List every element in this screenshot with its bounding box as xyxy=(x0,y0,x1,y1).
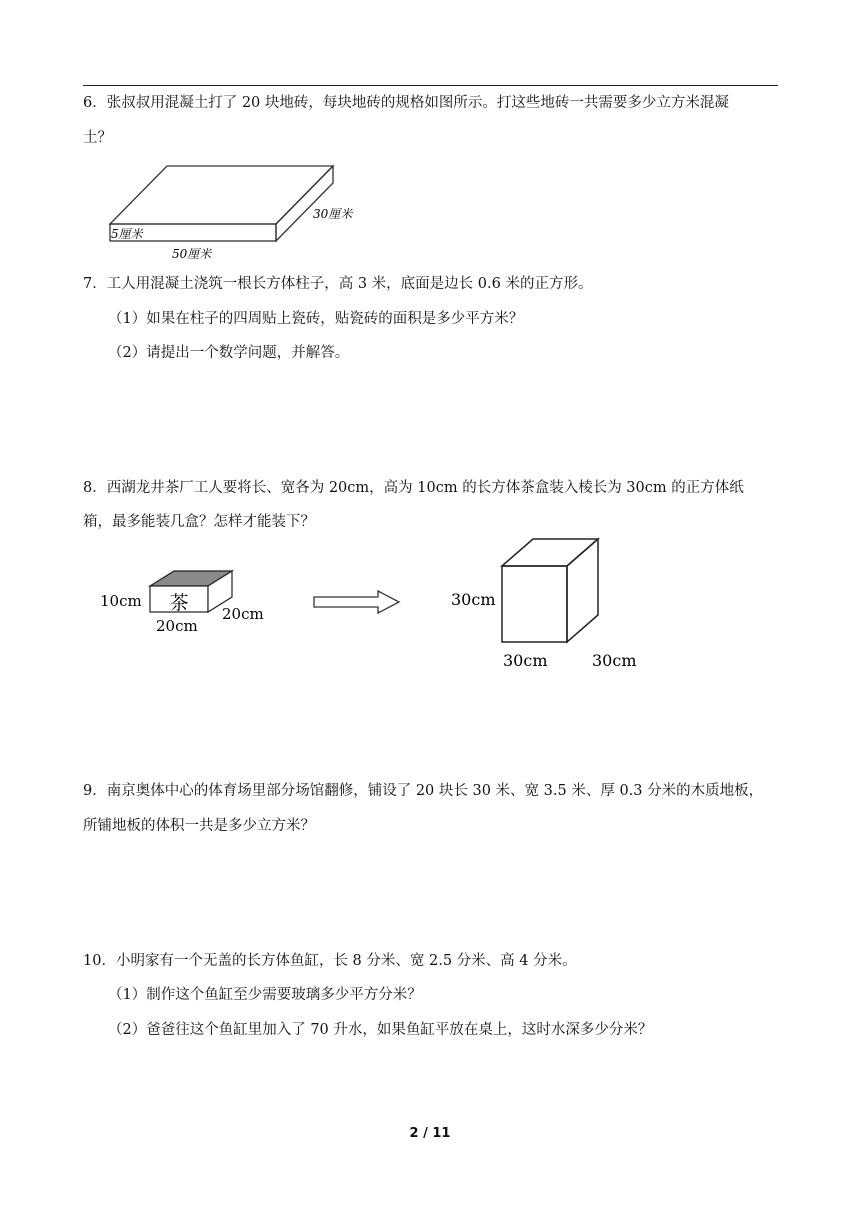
q6-length-label: 50厘米 xyxy=(172,247,212,261)
q7-sub1: （1）如果在柱子的四周贴上瓷砖，贴瓷砖的面积是多少平方米？ xyxy=(108,311,524,327)
q8-cube-length-label: 30cm xyxy=(503,651,548,670)
q10-text-line1: 10．小明家有一个无盖的长方体鱼缸，长 8 分米、宽 2.5 分米、高 4 分米。 xyxy=(83,953,577,969)
right-arrow-icon xyxy=(310,588,405,616)
q8-box-length-label: 20cm xyxy=(156,617,198,635)
q8-tea-box-figure xyxy=(98,560,283,640)
header-rule xyxy=(83,85,778,86)
q9-text-line2: 所铺地板的体积一共是多少立方米？ xyxy=(83,818,315,834)
q9-text-line1: 9．南京奥体中心的体育场里部分场馆翻修，铺设了 20 块长 30 米、宽 3.5 米、厚 0.3 分米的木质地板， xyxy=(83,783,764,799)
q6-width-label: 30厘米 xyxy=(313,207,353,221)
q6-text-line2: 土？ xyxy=(83,130,112,146)
q6-height-label: 5厘米 xyxy=(111,227,143,241)
q7-sub2: （2）请提出一个数学问题，并解答。 xyxy=(108,345,350,361)
page-number: 2 / 11 xyxy=(409,1126,451,1141)
q8-text-line2: 箱，最多能装几盒？怎样才能装下？ xyxy=(83,514,315,530)
q10-sub2: （2）爸爸往这个鱼缸里加入了 70 升水，如果鱼缸平放在桌上，这时水深多少分米？ xyxy=(108,1022,653,1038)
q8-cube-height-label: 30cm xyxy=(451,590,496,609)
tea-char: 茶 xyxy=(169,592,189,614)
q8-cube-width-label: 30cm xyxy=(592,651,637,670)
q8-text-line1: 8．西湖龙井茶厂工人要将长、宽各为 20cm，高为 10cm 的长方体茶盒装入棱长为 30cm 的正方体纸 xyxy=(83,480,744,496)
q7-text-line1: 7．工人用混凝土浇筑一根长方体柱子，高 3 米，底面是边长 0.6 米的正方形。 xyxy=(83,276,593,292)
q6-slab-figure xyxy=(100,160,380,265)
q8-box-height-label: 10cm xyxy=(100,592,142,610)
q8-box-width-label: 20cm xyxy=(222,605,264,623)
q8-cube-figure xyxy=(445,535,645,675)
q10-sub1: （1）制作这个鱼缸至少需要玻璃多少平方分米？ xyxy=(108,987,422,1003)
q6-text-line1: 6．张叔叔用混凝土打了 20 块地砖，每块地砖的规格如图所示。打这些地砖一共需要多少立方米混凝 xyxy=(83,95,729,111)
